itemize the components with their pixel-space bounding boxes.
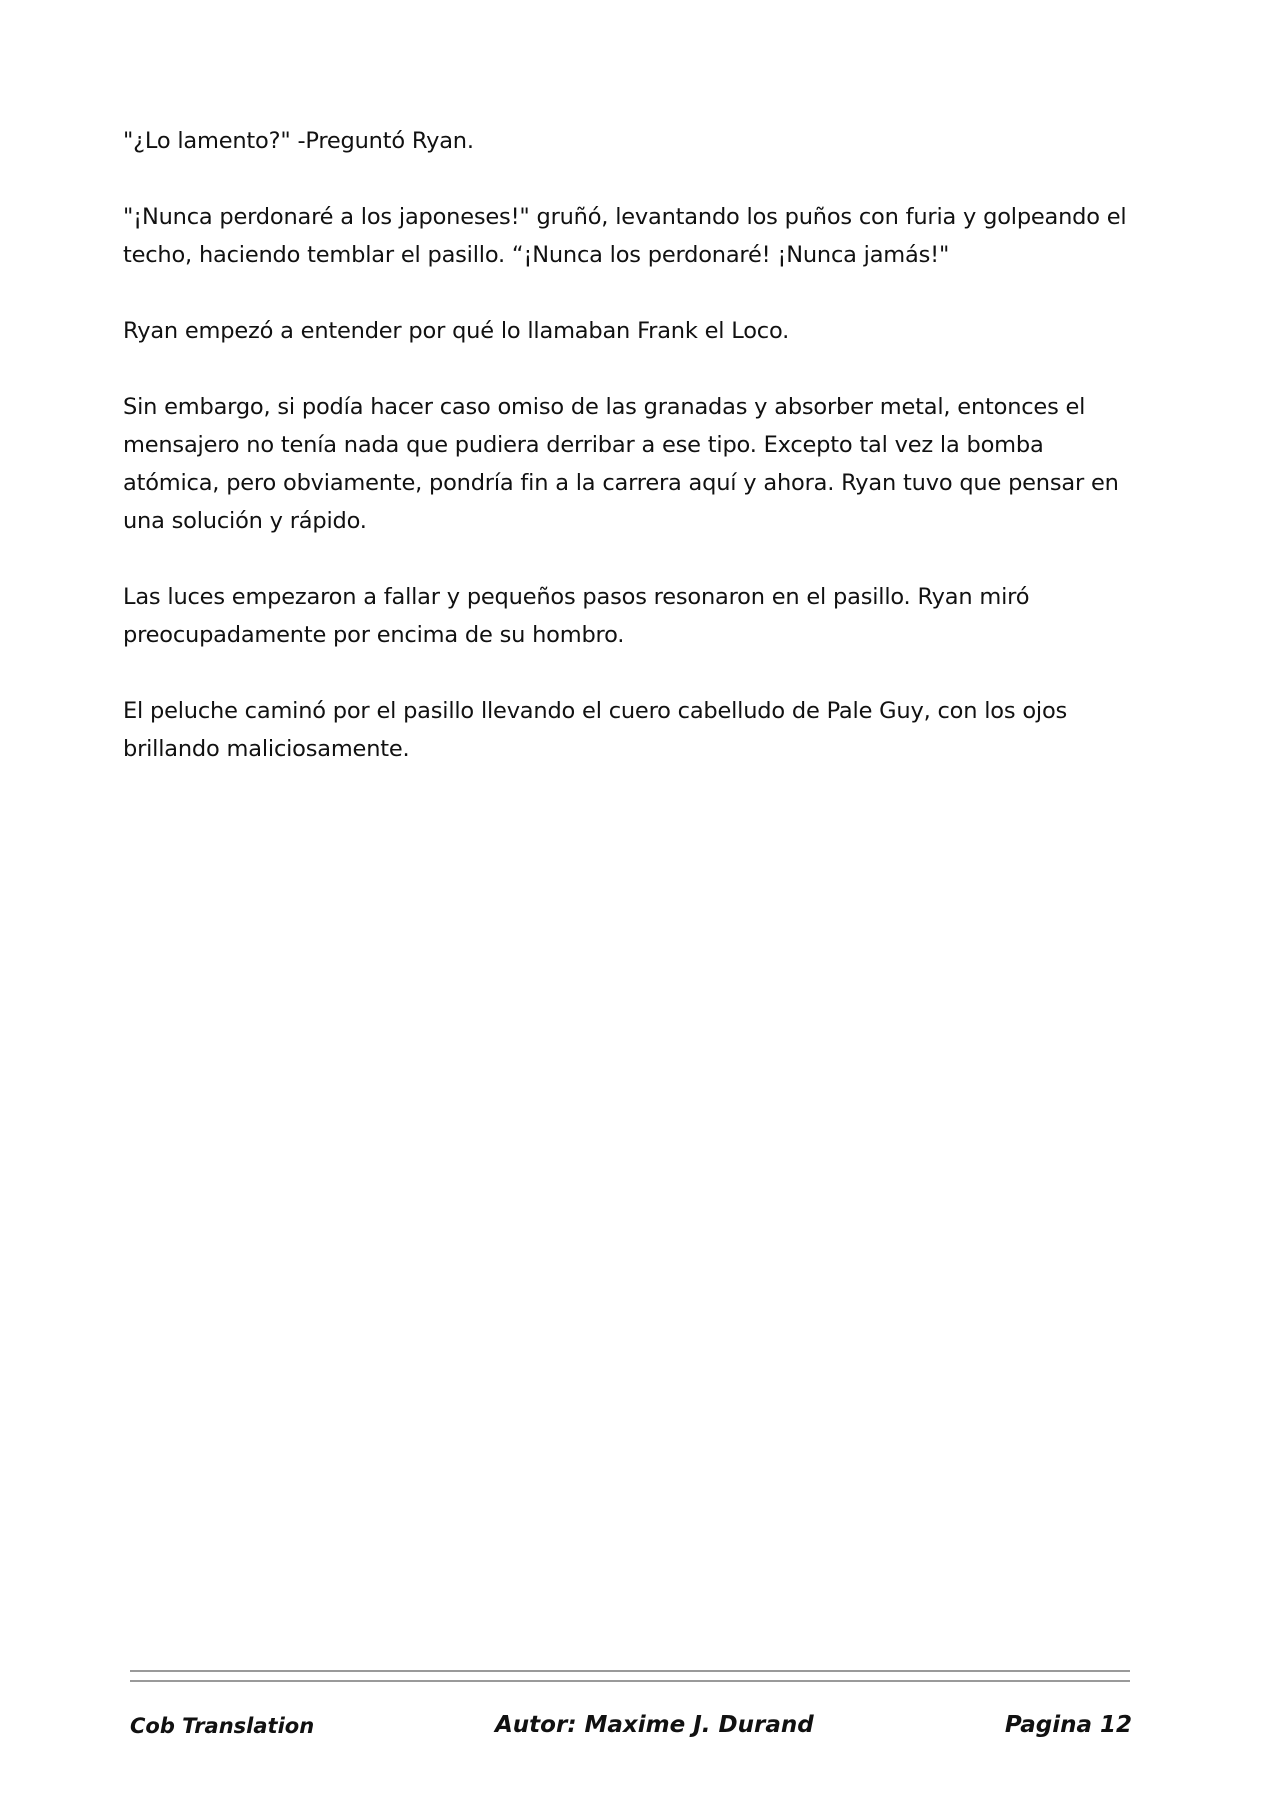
footer-divider-top [130, 1670, 1130, 1672]
footer-translator: Cob Translation [130, 1714, 315, 1738]
paragraph: El peluche caminó por el pasillo llevando el cuero cabelludo de Pale Guy, con los ojos brillando maliciosamente. [123, 698, 1068, 762]
paragraph: "¿Lo lamento?" -Preguntó Ryan. [123, 128, 474, 154]
footer-divider-bottom [130, 1680, 1130, 1682]
paragraph: Sin embargo, si podía hacer caso omiso de las granadas y absorber metal, entonces el mensajero no tenía nada que pudiera derribar a ese tipo. Excepto tal vez la bomba atómica, pero obviamente, pondría fin a la carrera aquí y ahora. Ryan tuvo que pensar en una solución y rápido. [123, 394, 1119, 534]
paragraph: Las luces empezaron a fallar y pequeños pasos resonaron en el pasillo. Ryan miró preocupadamente por encima de su hombro. [123, 584, 1030, 648]
footer-page-number: Pagina 12 [1004, 1712, 1132, 1738]
body-text [123, 122, 1143, 806]
paragraph: "¡Nunca perdonaré a los japoneses!" gruñó, levantando los puños con furia y golpeando el techo, haciendo temblar el pasillo. “¡Nunca los perdonaré! ¡Nunca jamás!" [123, 204, 1127, 268]
paragraph: Ryan empezó a entender por qué lo llamaban Frank el Loco. [123, 318, 790, 344]
footer-author: Autor: Maxime J. Durand [495, 1712, 814, 1738]
